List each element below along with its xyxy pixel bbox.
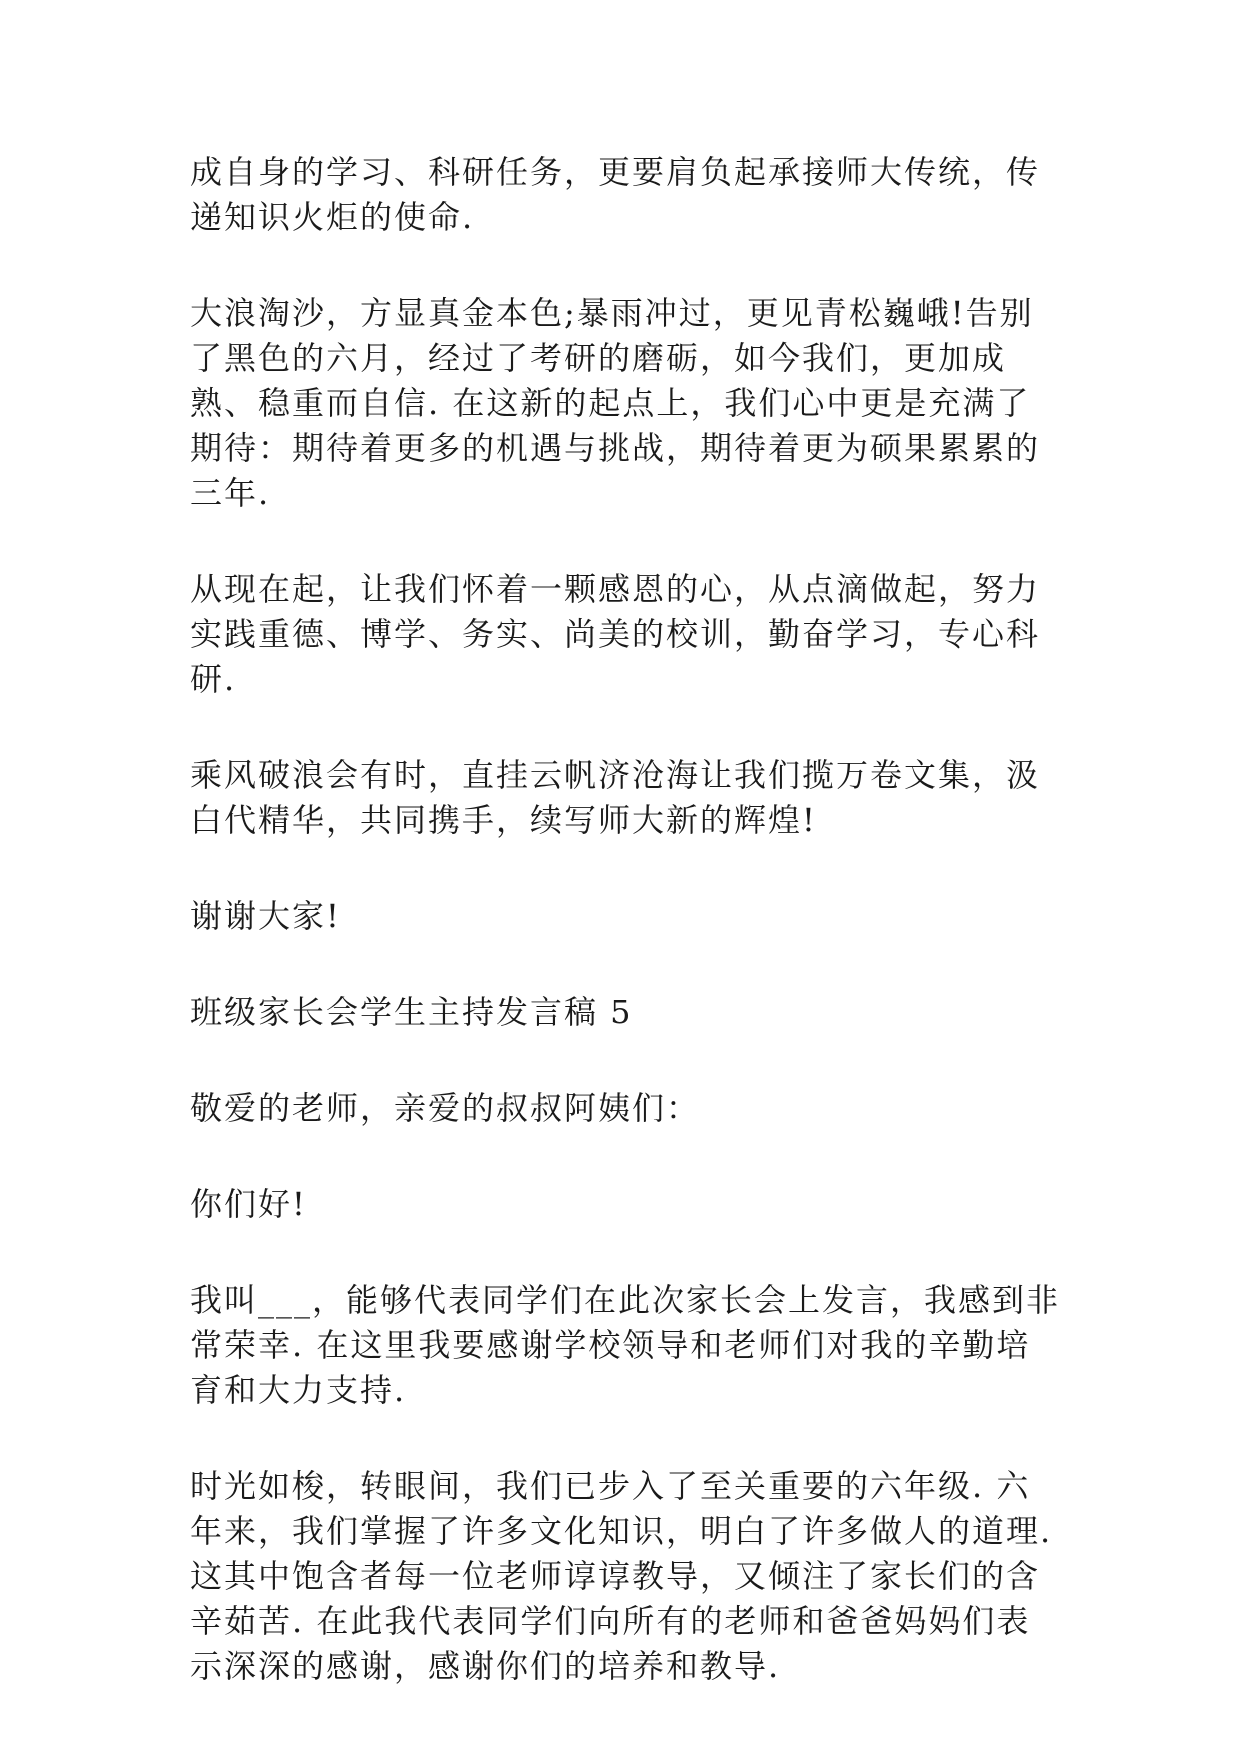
paragraph [190,567,1052,702]
greeting [190,1182,1052,1227]
text-line: 时光如梭，转眼间，我们已步入了至关重要的六年级. 六 [190,1467,1031,1505]
document-body [190,150,1061,1740]
text-line: 我叫___，能够代表同学们在此次家长会上发言，我感到非 [190,1281,1061,1319]
text-line: 敬爱的老师，亲爱的叔叔阿姨们： [190,1089,701,1127]
text-line: 你们好! [190,1185,307,1223]
text-line: 熟、稳重而自信. 在这新的起点上，我们心中更是充满了 [190,384,1031,422]
paragraph [190,894,1052,939]
paragraph [190,753,1052,843]
salutation [190,1086,1052,1131]
text-line: 常荣幸. 在这里我要感谢学校领导和老师们对我的辛勤培 [190,1326,1031,1364]
text-line: 三年. [190,474,271,512]
text-line: 育和大力支持. [190,1371,407,1409]
text-line: 班级家长会学生主持发言稿 5 [190,993,633,1031]
text-line: 年来，我们掌握了许多文化知识，明白了许多做人的道理. [190,1512,1053,1550]
text-line: 了黑色的六月，经过了考研的磨砺，如今我们，更加成 [190,339,1007,377]
text-line: 从现在起，让我们怀着一颗感恩的心，从点滴做起，努力 [190,570,1041,608]
text-line: 这其中饱含者每一位老师谆谆教导，又倾注了家长们的含 [190,1557,1041,1595]
section-heading [190,990,1052,1035]
paragraph [190,1464,1052,1689]
text-line: 示深深的感谢，感谢你们的培养和教导. [190,1647,781,1685]
paragraph [190,150,1052,240]
text-line: 白代精华，共同携手，续写师大新的辉煌! [190,801,817,839]
text-line: 成自身的学习、科研任务，更要肩负起承接师大传统，传 [190,153,1041,191]
text-line: 实践重德、博学、务实、尚美的校训，勤奋学习，专心科 [190,615,1041,653]
text-line: 递知识火炬的使命. [190,198,475,236]
text-line: 研. [190,660,237,698]
text-line: 大浪淘沙，方显真金本色;暴雨冲过，更见青松巍峨!告别 [190,294,1034,332]
text-line: 谢谢大家! [190,897,341,935]
text-line: 乘风破浪会有时，直挂云帆济沧海让我们揽万卷文集，汲 [190,756,1041,794]
paragraph [190,291,1052,516]
paragraph [190,1278,1061,1413]
text-line: 辛茹苦. 在此我代表同学们向所有的老师和爸爸妈妈们表 [190,1602,1031,1640]
text-line: 期待：期待着更多的机遇与挑战，期待着更为硕果累累的 [190,429,1041,467]
